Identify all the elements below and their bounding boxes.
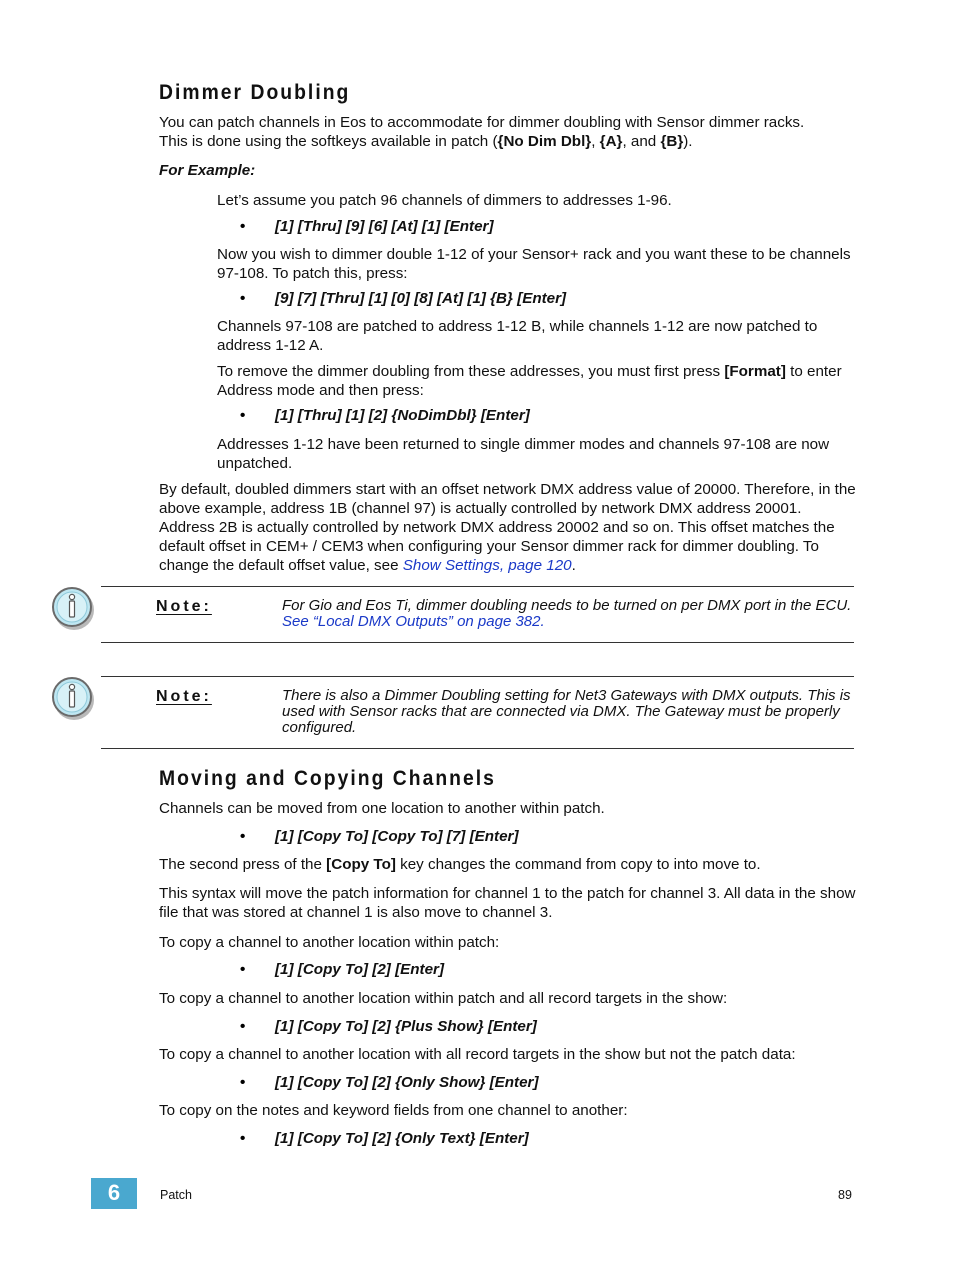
- paragraph: To copy a channel to another location within patch and all record targets in the show:: [159, 990, 728, 1007]
- example-paragraph: Addresses 1-12 have been returned to single dimmer modes and channels 97-108 are now unpatched.: [217, 436, 830, 472]
- bullet: •: [240, 961, 246, 978]
- divider: [101, 748, 854, 749]
- intro-line-1: You can patch channels in Eos to accommodate for dimmer doubling with Sensor dimmer racks.: [159, 114, 805, 131]
- text: To remove the dimmer doubling from these addresses, you must first press: [217, 363, 725, 380]
- softkey-a: {A}: [599, 133, 623, 150]
- bullet: •: [240, 1018, 246, 1035]
- softkey-no-dim-dbl: {No Dim Dbl}: [497, 133, 592, 150]
- example-paragraph: Let’s assume you patch 96 channels of dimmers to addresses 1-96.: [217, 192, 672, 209]
- command-line: [1] [Copy To] [2] {Only Show} [Enter]: [275, 1074, 539, 1091]
- command-line: [1] [Thru] [9] [6] [At] [1] [Enter]: [275, 218, 494, 235]
- paragraph: To copy a channel to another location within patch:: [159, 934, 500, 951]
- bullet: •: [240, 828, 246, 845]
- command-line: [1] [Copy To] [2] {Only Text} [Enter]: [275, 1130, 529, 1147]
- section-heading-dimmer-doubling: Dimmer Doubling: [159, 81, 351, 104]
- example-label: For Example:: [159, 162, 256, 179]
- info-icon: [50, 676, 92, 718]
- section-heading-moving-copying: Moving and Copying Channels: [159, 767, 496, 790]
- local-dmx-outputs-link[interactable]: See “Local DMX Outputs” on page 382.: [282, 613, 545, 630]
- example-paragraph: Channels 97-108 are patched to address 1-12 B, while channels 1-12 are now patched to address 1-12 A.: [217, 318, 818, 354]
- note-label: Note:: [156, 598, 212, 615]
- bullet: •: [240, 1074, 246, 1091]
- text: By default, doubled dimmers start with an offset network DMX address value of 20000. Therefore, in the above example, address 1B (channel 97) is actually controlled by network DMX address 20001. Address 2B is actually controlled by network DMX address 20002 and so on. This offset matches the default offset in CEM+ / CEM3 when configuring your Sensor dimmer rack for dimmer doubling. To change the default offset value, see: [159, 481, 856, 574]
- paragraph: To copy a channel to another location with all record targets in the show but not the patch data:: [159, 1046, 796, 1063]
- bullet: •: [240, 290, 246, 307]
- paragraph: This syntax will move the patch information for channel 1 to the patch for channel 3. All data in the show file that was stored at channel 1 is also move to channel 3.: [159, 885, 856, 921]
- intro-text: This is done using the softkeys available in patch (: [159, 133, 498, 150]
- note-text: [282, 598, 857, 630]
- footer-page-number: 89: [838, 1188, 852, 1202]
- info-icon: [50, 586, 92, 628]
- note-text: There is also a Dimmer Doubling setting for Net3 Gateways with DMX outputs. This is used with Sensor racks that are connected via DMX. The Gateway must be properly configured.: [282, 687, 851, 736]
- intro-paragraph: [159, 113, 859, 151]
- chapter-number-badge: 6: [91, 1178, 137, 1209]
- default-offset-paragraph: [159, 480, 859, 575]
- intro-sep: , and: [622, 133, 661, 150]
- text: to enter Address mode and then press:: [217, 363, 842, 399]
- paragraph: [159, 855, 859, 874]
- command-line: [1] [Thru] [1] [2] {NoDimDbl} [Enter]: [275, 407, 530, 424]
- divider: [101, 642, 854, 643]
- paragraph: To copy on the notes and keyword fields from one channel to another:: [159, 1102, 628, 1119]
- softkey-b: {B}: [660, 133, 684, 150]
- command-line: [9] [7] [Thru] [1] [0] [8] [At] [1] {B} [Enter]: [275, 290, 567, 307]
- text: key changes the command from copy to into move to.: [395, 856, 761, 873]
- divider: [101, 676, 854, 677]
- bullet: •: [240, 1130, 246, 1147]
- text: .: [571, 557, 576, 574]
- key-copy-to: [Copy To]: [326, 856, 396, 873]
- example-paragraph: [217, 362, 857, 400]
- key-format: [Format]: [724, 363, 786, 380]
- paragraph: Channels can be moved from one location to another within patch.: [159, 800, 605, 817]
- show-settings-link[interactable]: Show Settings, page 120: [402, 557, 572, 574]
- example-paragraph: Now you wish to dimmer double 1-12 of your Sensor+ rack and you want these to be channels 97-108. To patch this, press:: [217, 246, 851, 282]
- divider: [101, 586, 854, 587]
- intro-end: ).: [683, 133, 693, 150]
- text: For Gio and Eos Ti, dimmer doubling needs to be turned on per DMX port in the ECU.: [282, 597, 852, 614]
- footer-chapter-title: Patch: [160, 1188, 192, 1202]
- note-label: Note:: [156, 688, 212, 705]
- command-line: [1] [Copy To] [2] [Enter]: [275, 961, 445, 978]
- bullet: •: [240, 218, 246, 235]
- intro-sep: ,: [591, 133, 600, 150]
- text: The second press of the: [159, 856, 327, 873]
- command-line: [1] [Copy To] [2] {Plus Show} [Enter]: [275, 1018, 537, 1035]
- command-line: [1] [Copy To] [Copy To] [7] [Enter]: [275, 828, 519, 845]
- bullet: •: [240, 407, 246, 424]
